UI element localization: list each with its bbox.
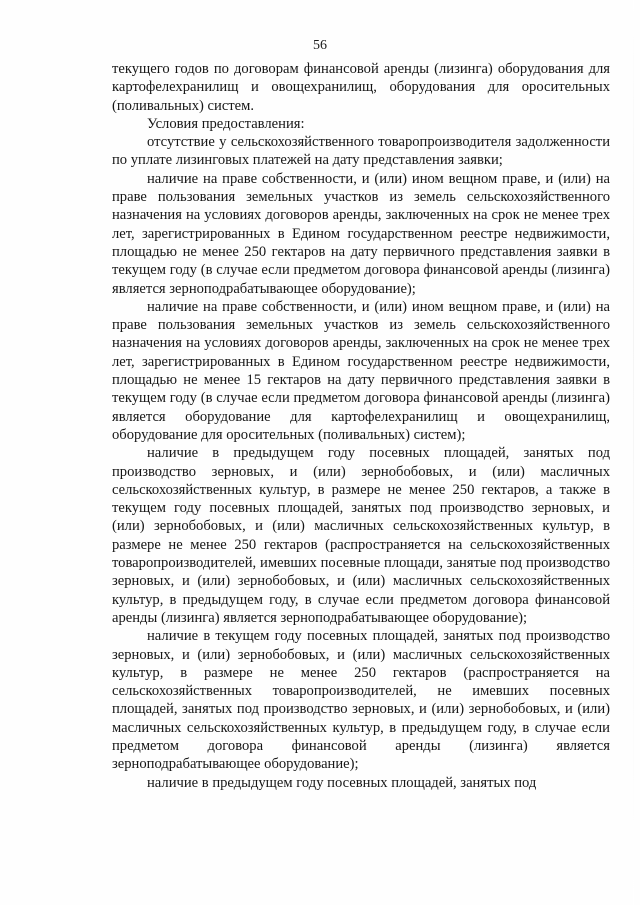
- page-number: 56: [313, 38, 327, 53]
- document-body: [112, 60, 610, 792]
- paragraph-conditions-heading: Условия предоставления:: [147, 115, 305, 132]
- paragraph-land-250-ha: наличие на праве собственности, и (или) ином вещном праве, и (или) на праве пользования земельных участков из земель сельскохозяйственного назначения на условиях договоров аренды, заключенных на срок не менее трех лет, зарегистрированных в Едином государственном реестре недвижимости, площадью не менее 250 гектаров на дату первичного представления заявки в текущем году (в случае если предметом договора финансовой аренды (лизинга) является зерноподрабатывающее оборудование);: [112, 170, 610, 297]
- paragraph-continuation: текущего годов по договорам финансовой аренды (лизинга) оборудования для картофелехранилищ и овощехранилищ, оборудования для оросительных (поливальных) систем.: [112, 61, 610, 114]
- scan-edge-shadow: [633, 0, 634, 905]
- paragraph-sown-area-continued: наличие в предыдущем году посевных площадей, занятых под: [147, 774, 537, 791]
- paragraph-sown-area-previous-and-current-year: наличие в предыдущем году посевных площадей, занятых под производство зерновых, и (или) зернобобовых, и (или) масличных сельскохозяйственных культур, в размере не менее 250 гектаров, а также в текущем году посевных площадей, занятых под производство зерновых, и (или) зернобобовых, и (или) масличных сельскохозяйственных культур, в размере не менее 250 гектаров (распространяется на сельскохозяйственных товаропроизводителей, имевших посевные площади, занятые под производство зерновых, и (или) зернобобовых, и (или) масличных сельскохозяйственных культур, в предыдущем году, в случае если предметом договора финансовой аренды (лизинга) является зерноподрабатывающее оборудование);: [112, 445, 610, 626]
- paragraph-land-15-ha: наличие на праве собственности, и (или) ином вещном праве, и (или) на праве пользования земельных участков из земель сельскохозяйственного назначения на условиях договоров аренды, заключенных на срок не менее трех лет, зарегистрированных в Едином государственном реестре недвижимости, площадью не менее 15 гектаров на дату первичного представления заявки в текущем году (в случае если предметом договора финансовой аренды (лизинга) является оборудование для картофелехранилищ и овощехранилищ, оборудование для оросительных (поливальных) систем);: [112, 298, 610, 443]
- paragraph-no-debt: отсутствие у сельскохозяйственного товаропроизводителя задолженности по уплате лизинговых платежей на дату представления заявки;: [112, 134, 610, 169]
- paragraph-sown-area-current-year: наличие в текущем году посевных площадей, занятых под производство зерновых, и (или) зернобобовых, и (или) масличных сельскохозяйственных культур, в размере не менее 250 гектаров (распространяется на сельскохозяйственных товаропроизводителей, не имевших посевных площадей, занятых под производство зерновых, и (или) зернобобовых, и (или) масличных сельскохозяйственных культур, в предыдущем году, в случае если предметом договора финансовой аренды (лизинга) является зерноподрабатывающее оборудование);: [112, 628, 610, 773]
